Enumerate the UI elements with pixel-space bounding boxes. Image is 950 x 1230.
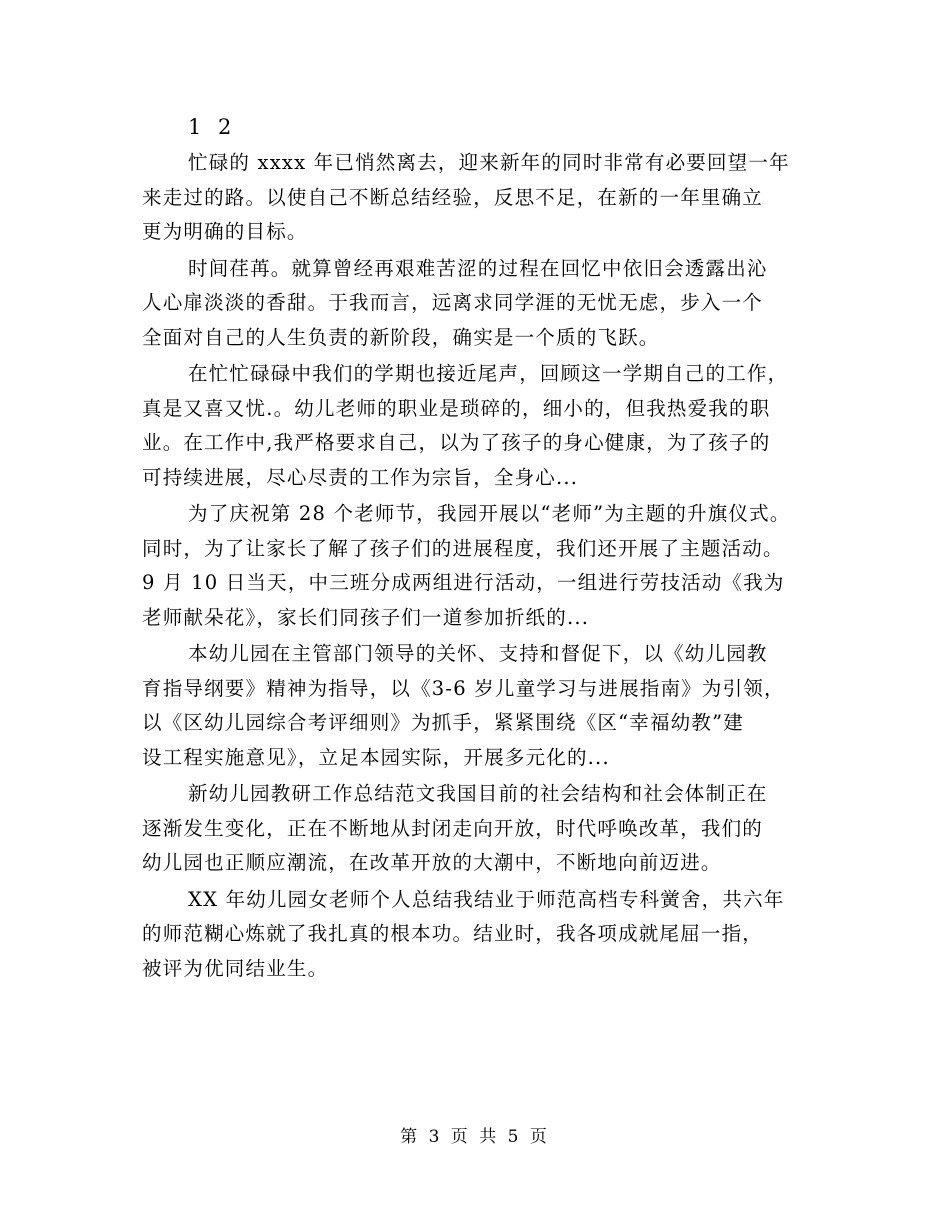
text-line: 本幼儿园在主管部门领导的关怀、支持和督促下，以《幼儿园教 [188, 642, 768, 665]
text-line: 被评为优同结业生。 [142, 956, 329, 980]
text-line: 老师献朵花》，家长们同孩子们一道参加折纸的... [142, 605, 590, 629]
page-number-footer: 第 3 页 共 5 页 [400, 1127, 550, 1147]
text-line: 幼儿园也正顺应潮流，在改革开放的大潮中，不断地向前迈进。 [142, 851, 722, 874]
text-line: 以《区幼儿园综合考评细则》为抓手，紧紧围绕《区“幸福幼教”建 [142, 711, 744, 734]
text-line: 在忙忙碌碌中我们的学期也接近尾声，回顾这一学期自己的工作， [188, 362, 789, 385]
section-number: 1 2 [188, 115, 237, 139]
paragraph-2 [142, 252, 822, 356]
text-line: 可持续进展，尽心尽责的工作为宗旨，全身心... [142, 465, 579, 489]
text-line: 同时，为了让家长了解了孩子们的进展程度，我们还开展了主题活动。 [142, 536, 784, 560]
document-body [142, 110, 822, 988]
text-line: XX 年幼儿园女老师个人总结我结业于师范高档专科黉舍，共六年 [188, 887, 785, 911]
paragraph-6 [142, 777, 822, 881]
text-line: 忙碌的 xxxx 年已悄然离去，迎来新年的同时非常有必要回望一年 [188, 151, 790, 174]
paragraph-4 [142, 497, 822, 635]
text-line: 全面对自己的人生负责的新阶段，确实是一个质的飞跃。 [142, 325, 660, 349]
text-line: 新幼儿园教研工作总结范文我国目前的社会结构和社会体制正在 [188, 782, 768, 805]
text-line: 为了庆祝第 28 个老师节，我园开展以“老师”为主题的升旗仪式。 [188, 502, 791, 525]
text-line: 人心扉淡淡的香甜。于我而言，远离求同学涯的无忧无虑，步入一个 [142, 291, 764, 314]
text-line: 育指导纲要》精神为指导，以《3-6 岁儿童学习与进展指南》为引领， [142, 676, 785, 700]
text-line: 设工程实施意见》，立足本园实际，开展多元化的... [142, 745, 610, 769]
paragraph-1 [142, 146, 822, 250]
text-line: 更为明确的目标。 [142, 220, 308, 243]
text-line: 来走过的路。以使自己不断总结经验，反思不足，在新的一年里确立 [142, 185, 764, 209]
text-line: 时间荏苒。就算曾经再艰难苦涩的过程在回忆中依旧会透露出沁 [188, 256, 768, 280]
paragraph-5 [142, 637, 822, 775]
text-line: 真是又喜又忧.。幼儿老师的职业是琐碎的，细小的，但我热爱我的职 [142, 396, 771, 420]
paragraph-7 [142, 883, 822, 987]
text-line: 的师范糊心炼就了我扎真的根本功。结业时，我各项成就尾屈一指， [142, 922, 764, 945]
paragraph-3 [142, 357, 822, 495]
text-line: 业。在工作中,我严格要求自己，以为了孩子的身心健康，为了孩子的 [142, 431, 771, 454]
text-line: 9 月 10 日当天，中三班分成两组进行活动，一组进行劳技活动《我为 [142, 571, 785, 594]
text-line: 逐渐发生变化，正在不断地从封闭走向开放，时代呼唤改革，我们的 [142, 816, 764, 840]
